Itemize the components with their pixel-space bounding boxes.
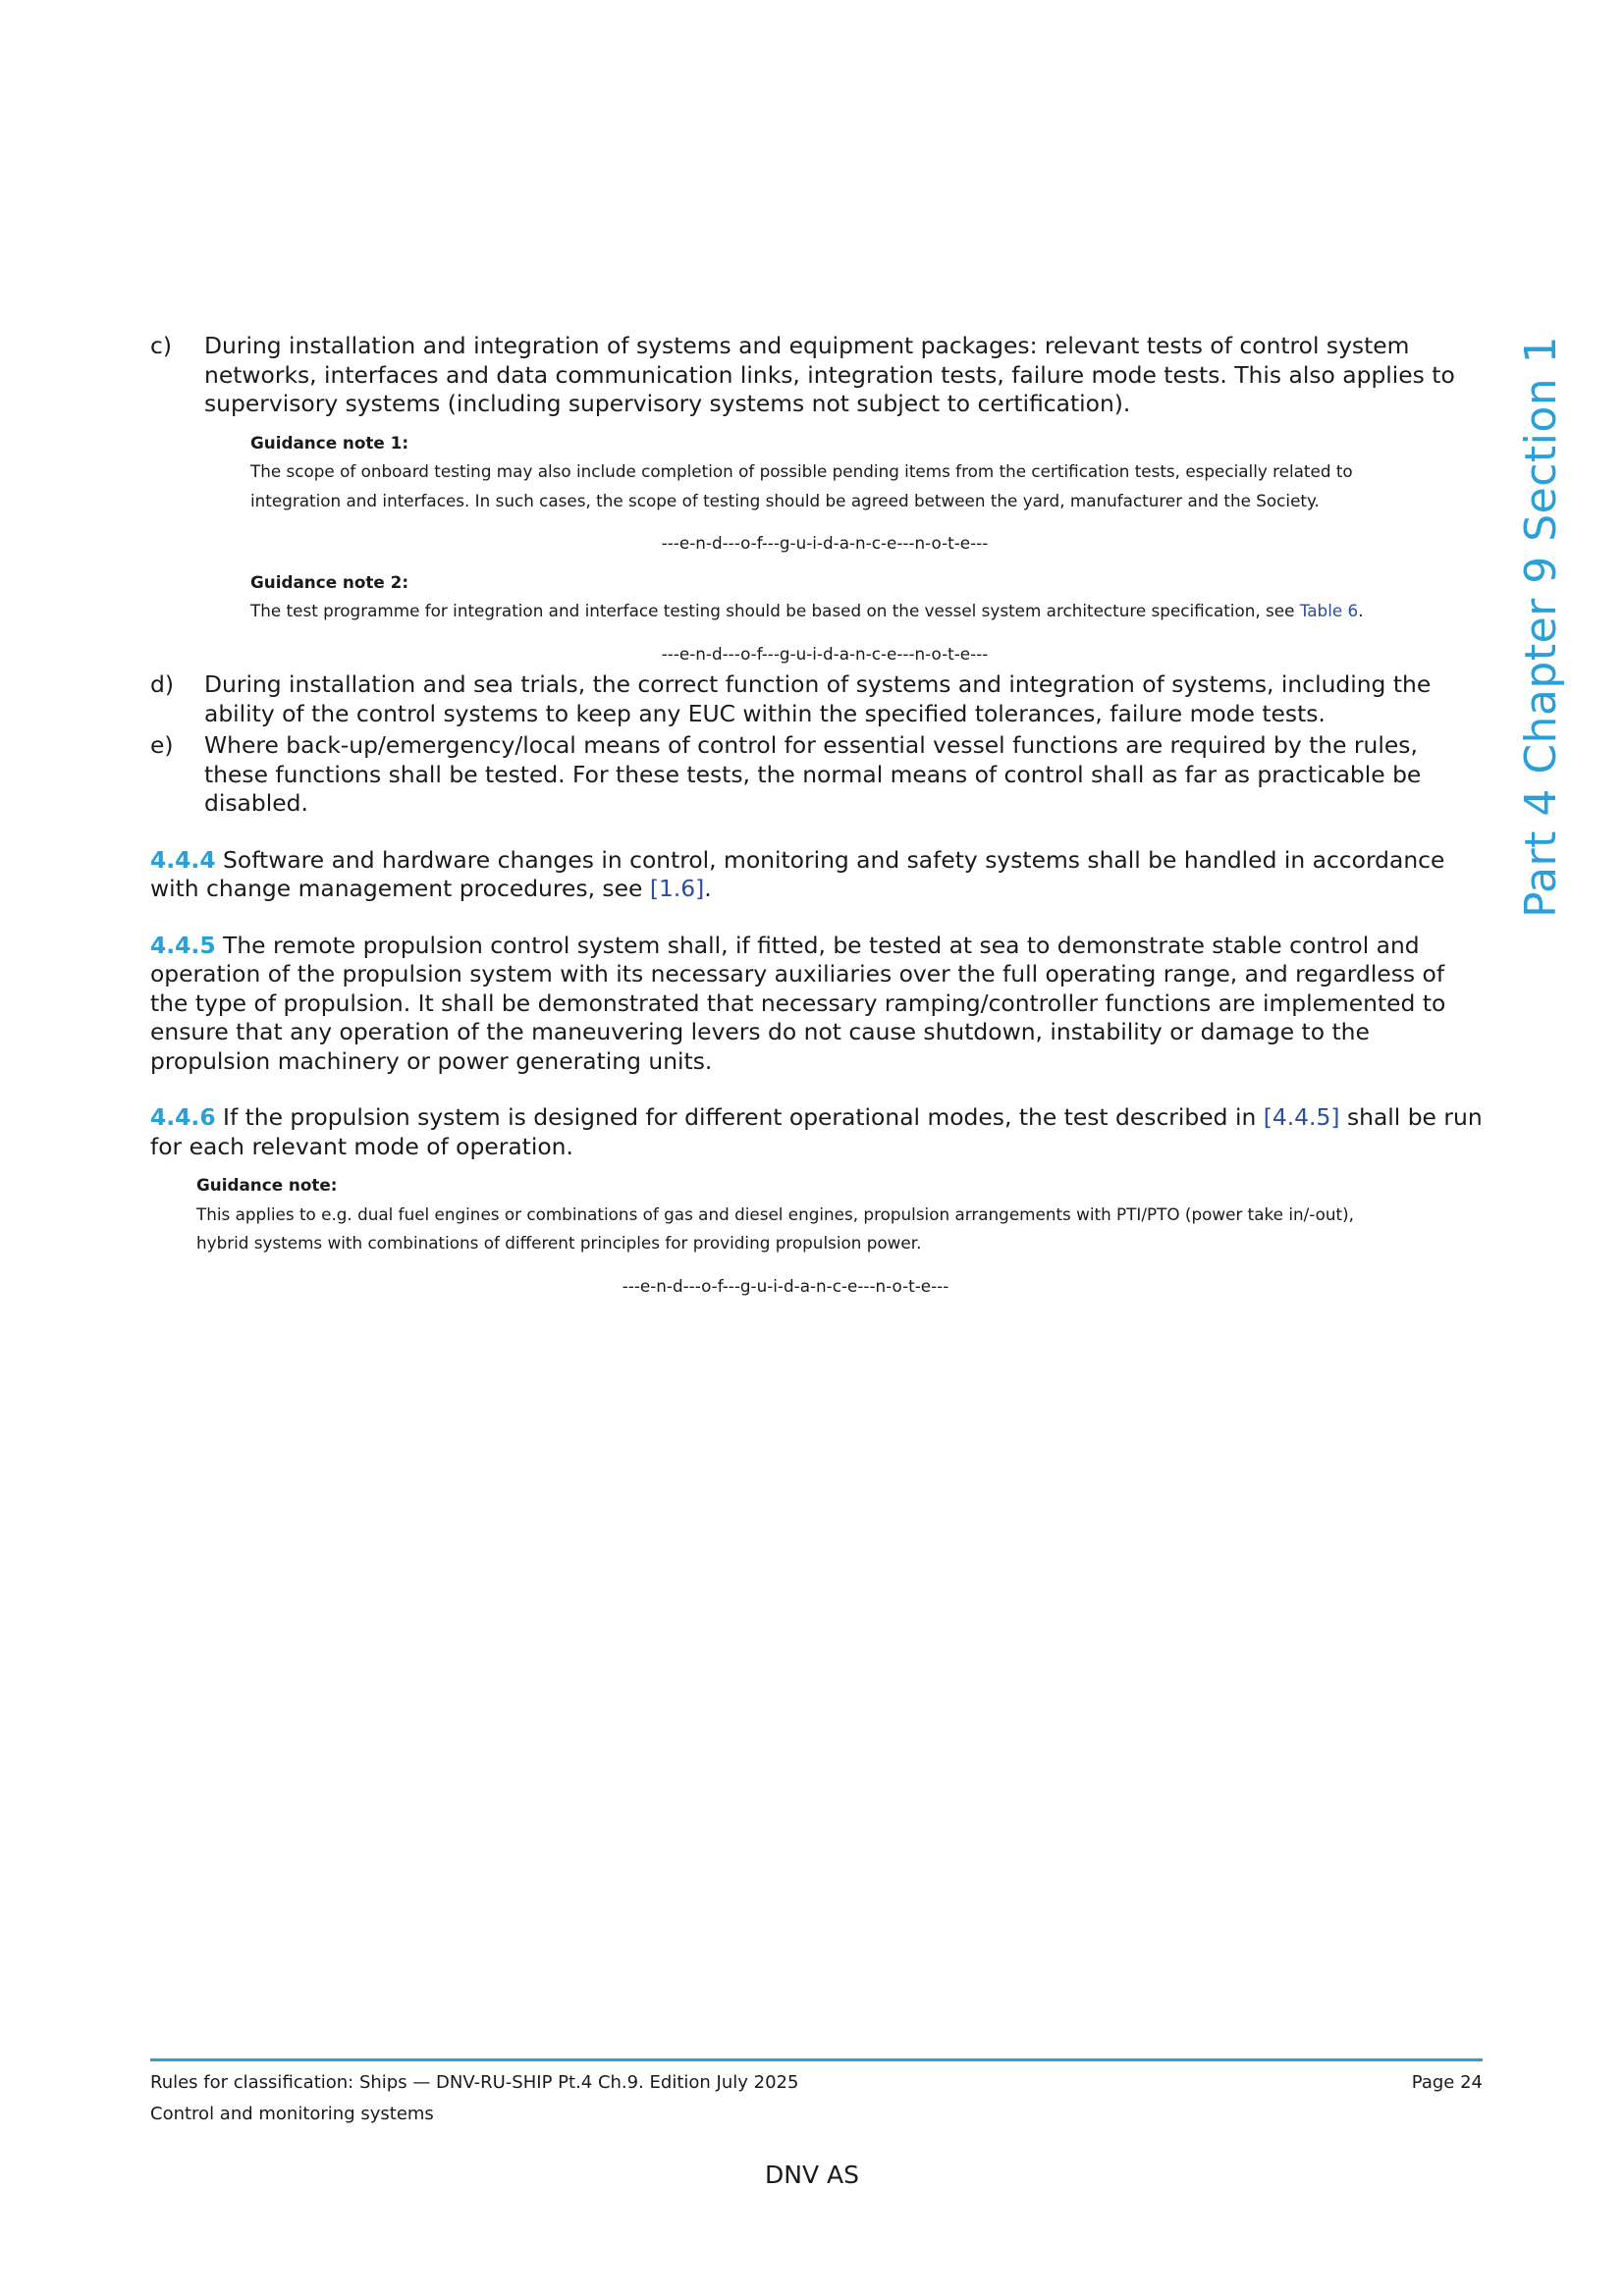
section-number-4-4-4: 4.4.4	[150, 845, 216, 874]
paragraph-4-4-6-text: If the propulsion system is designed for different operational modes, the test described in	[223, 1103, 1257, 1131]
page-content	[150, 332, 1483, 1301]
paragraph-4-4-5	[150, 932, 1483, 1077]
guidance-note-2-end: ---e-n-d---o-f---g-u-i-d-a-n-c-e---n-o-t-e---	[661, 643, 989, 664]
guidance-note-3-end: ---e-n-d---o-f---g-u-i-d-a-n-c-e---n-o-t-e---	[622, 1275, 949, 1296]
guidance-note-1-end: ---e-n-d---o-f---g-u-i-d-a-n-c-e---n-o-t-e---	[661, 533, 989, 553]
table-6-link[interactable]: Table 6	[1299, 601, 1359, 620]
guidance-note-3-text: This applies to e.g. dual fuel engines or combinations of gas and diesel engines, propulsion arrangements with PTI/PTO (power take in/-out), hybrid systems with combinations of different principles for providing propulsion power.	[196, 1203, 1355, 1253]
list-text-d: During installation and sea trials, the correct function of systems and integration of systems, including the ability of the control systems to keep any EUC within the specified tolerances, failure mode tests.	[204, 670, 1432, 727]
guidance-note-1	[250, 429, 1399, 559]
paragraph-4-4-6	[150, 1103, 1483, 1161]
guidance-note-2-text: The test programme for integration and interface testing should be based on the vessel system architecture specification, see	[250, 601, 1295, 620]
section-number-4-4-6: 4.4.6	[150, 1103, 216, 1131]
list-item-e	[150, 731, 1483, 819]
side-section-label: Part 4 Chapter 9 Section 1	[1516, 335, 1566, 918]
page-footer	[150, 2067, 1483, 2130]
section-number-4-4-5: 4.4.5	[150, 931, 216, 959]
list-item-c	[150, 332, 1483, 419]
guidance-note-3	[196, 1171, 1375, 1301]
guidance-note-2-body	[250, 597, 1399, 626]
footer-rules-title: Rules for classification: Ships — DNV-RU-SHIP Pt.4 Ch.9. Edition July 2025	[150, 2072, 799, 2093]
guidance-note-3-title: Guidance note:	[196, 1175, 338, 1195]
paragraph-4-4-5-text: The remote propulsion control system shall, if fitted, be tested at sea to demonstrate stable control and operation of the propulsion system with its necessary auxiliaries over the full operating range, and regardless of the type of propulsion. It shall be demonstrated that necessary ramping/controller functions are implemented to ensure that any operation of the maneuvering levers do not cause shutdown, instability or damage to the propulsion machinery or power generating units.	[150, 931, 1446, 1075]
list-marker-d: d)	[150, 670, 174, 698]
footer-subtitle: Control and monitoring systems	[150, 2104, 434, 2124]
link-4-4-5[interactable]: [4.4.5]	[1263, 1103, 1340, 1131]
list-marker-e: e)	[150, 731, 174, 759]
guidance-note-2	[250, 568, 1399, 669]
guidance-note-1-text: The scope of onboard testing may also include completion of possible pending items from the certification tests, especially related to integration and interfaces. In such cases, the scope of testing should be agreed between the yard, manufacturer and the Society.	[250, 461, 1353, 510]
footer-divider	[150, 2058, 1483, 2061]
paragraph-4-4-4	[150, 846, 1483, 904]
list-marker-c: c)	[150, 332, 172, 359]
paragraph-4-4-6-after: shall be run for each relevant mode of operation.	[150, 1103, 1483, 1160]
paragraph-4-4-4-period: .	[704, 875, 712, 902]
list-item-d	[150, 670, 1483, 728]
guidance-note-2-period: .	[1358, 601, 1364, 620]
guidance-note-2-title: Guidance note 2:	[250, 571, 409, 592]
link-1-6[interactable]: [1.6]	[649, 875, 705, 902]
list-text-c: During installation and integration of systems and equipment packages: relevant tests of control system networks, interfaces and data communication links, integration tests, failure mode tests. This also applies to supervisory systems (including supervisory systems not subject to certification).	[204, 332, 1455, 417]
footer-page-number: Page 24	[1411, 2072, 1483, 2093]
company-name: DNV AS	[765, 2161, 859, 2189]
list-text-e: Where back-up/emergency/local means of control for essential vessel functions are required by the rules, these functions shall be tested. For these tests, the normal means of control shall as far as practicable be disabled.	[204, 731, 1422, 817]
paragraph-4-4-4-text: Software and hardware changes in control, monitoring and safety systems shall be handled in accordance with change management procedures, see	[150, 845, 1445, 902]
guidance-note-1-title: Guidance note 1:	[250, 432, 409, 453]
